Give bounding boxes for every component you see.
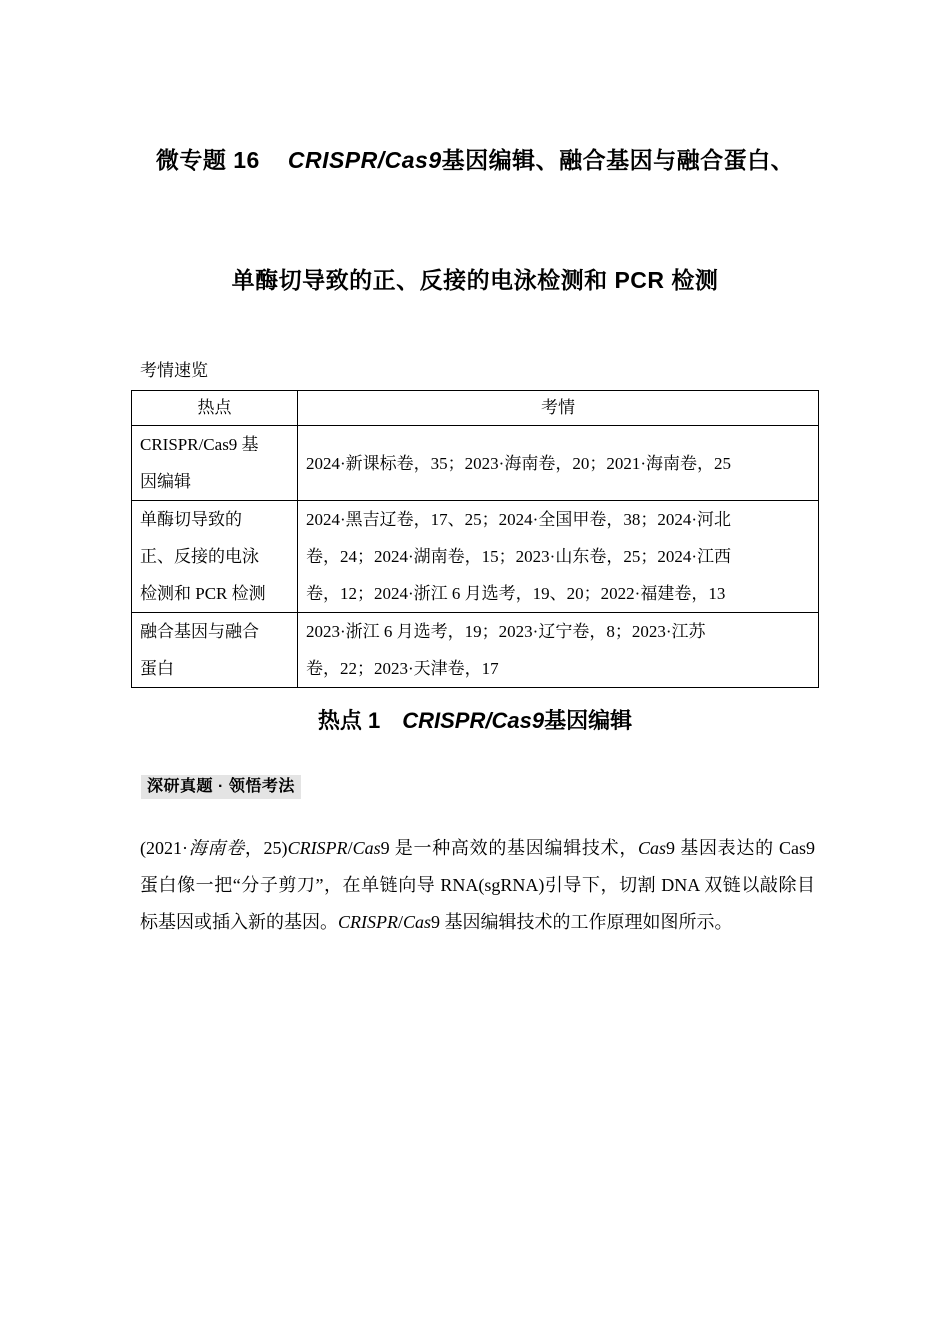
table-row bbox=[132, 426, 819, 501]
hot-cell bbox=[132, 613, 298, 688]
title-line-2: 单酶切导致的正、反接的电泳检测和 PCR 检测 bbox=[231, 267, 719, 293]
hot-line: 单酶切导致的 bbox=[140, 510, 242, 529]
exam-cell bbox=[298, 501, 819, 613]
overview-label: 考情速览 bbox=[140, 361, 208, 380]
hot-line: 因编辑 bbox=[140, 472, 191, 491]
para-term: CRISPR bbox=[287, 838, 348, 858]
tag-dot: · bbox=[218, 778, 224, 795]
exam-cell bbox=[298, 426, 819, 501]
exam-line: 卷，12；2024·浙江 6 月选考，19、20；2022·福建卷，13 bbox=[306, 584, 726, 603]
exam-line: 卷，24；2024·湖南卷，15；2023·山东卷，25；2024·江西 bbox=[306, 547, 731, 566]
para-text: ，25) bbox=[244, 838, 288, 858]
para-text: 9 基因表达的 Cas9 蛋白像一把“分子剪刀”，在单链向导 RNA(sgRNA)引导下，切割 DNA 双链以敲除目标基因或插入新的基因。 bbox=[140, 838, 816, 932]
question-paragraph bbox=[140, 830, 815, 941]
table-header-row bbox=[132, 391, 819, 426]
title-italic-term: CRISPR/Cas9 bbox=[287, 147, 442, 173]
para-text: 9 是一种高效的基因编辑技术， bbox=[380, 838, 639, 858]
hot-line: 融合基因与融合 bbox=[140, 622, 259, 641]
hot-cell bbox=[132, 426, 298, 501]
para-text: / bbox=[347, 838, 353, 858]
tag-left: 深研真题 bbox=[147, 778, 214, 795]
para-term: Cas bbox=[352, 838, 381, 858]
tag-right: 领悟考法 bbox=[228, 778, 295, 795]
section-title bbox=[0, 704, 950, 735]
hot-line: CRISPR/Cas9 基 bbox=[140, 435, 259, 454]
para-text: 9 基因编辑技术的工作原理如图所示。 bbox=[431, 912, 733, 932]
title-prefix: 微专题 16 bbox=[155, 147, 260, 173]
exam-line: 2024·新课标卷，35；2023·海南卷，20；2021·海南卷，25 bbox=[306, 453, 731, 473]
hot-line: 蛋白 bbox=[140, 659, 174, 678]
header-exam: 考情 bbox=[298, 391, 819, 426]
para-source: 海南卷 bbox=[188, 838, 245, 858]
section-italic-term: CRISPR/Cas9 bbox=[402, 708, 545, 733]
table-row bbox=[132, 613, 819, 688]
overview-table bbox=[131, 390, 819, 688]
para-text: / bbox=[398, 912, 404, 932]
hot-cell bbox=[132, 501, 298, 613]
para-term: Cas bbox=[638, 838, 667, 858]
hot-line: 检测和 PCR 检测 bbox=[140, 584, 266, 603]
title-suffix: 基因编辑、融合基因与融合蛋白、 bbox=[441, 147, 795, 173]
para-text: (2021· bbox=[140, 838, 188, 858]
para-term: CRISPR bbox=[338, 912, 398, 932]
hot-line: 正、反接的电泳 bbox=[140, 547, 259, 566]
exam-cell bbox=[298, 613, 819, 688]
header-hot: 热点 bbox=[132, 391, 298, 426]
exam-line: 2024·黑吉辽卷，17、25；2024·全国甲卷，38；2024·河北 bbox=[306, 510, 731, 529]
title-line-1 bbox=[0, 142, 950, 175]
exam-line: 2023·浙江 6 月选考，19；2023·辽宁卷，8；2023·江苏 bbox=[306, 622, 706, 641]
section-prefix: 热点 1 bbox=[317, 708, 381, 733]
section-suffix: 基因编辑 bbox=[544, 708, 633, 733]
exam-line: 卷，22；2023·天津卷，17 bbox=[306, 659, 499, 678]
para-term: Cas bbox=[403, 912, 432, 932]
table-row bbox=[132, 501, 819, 613]
study-method-tag bbox=[141, 775, 301, 799]
